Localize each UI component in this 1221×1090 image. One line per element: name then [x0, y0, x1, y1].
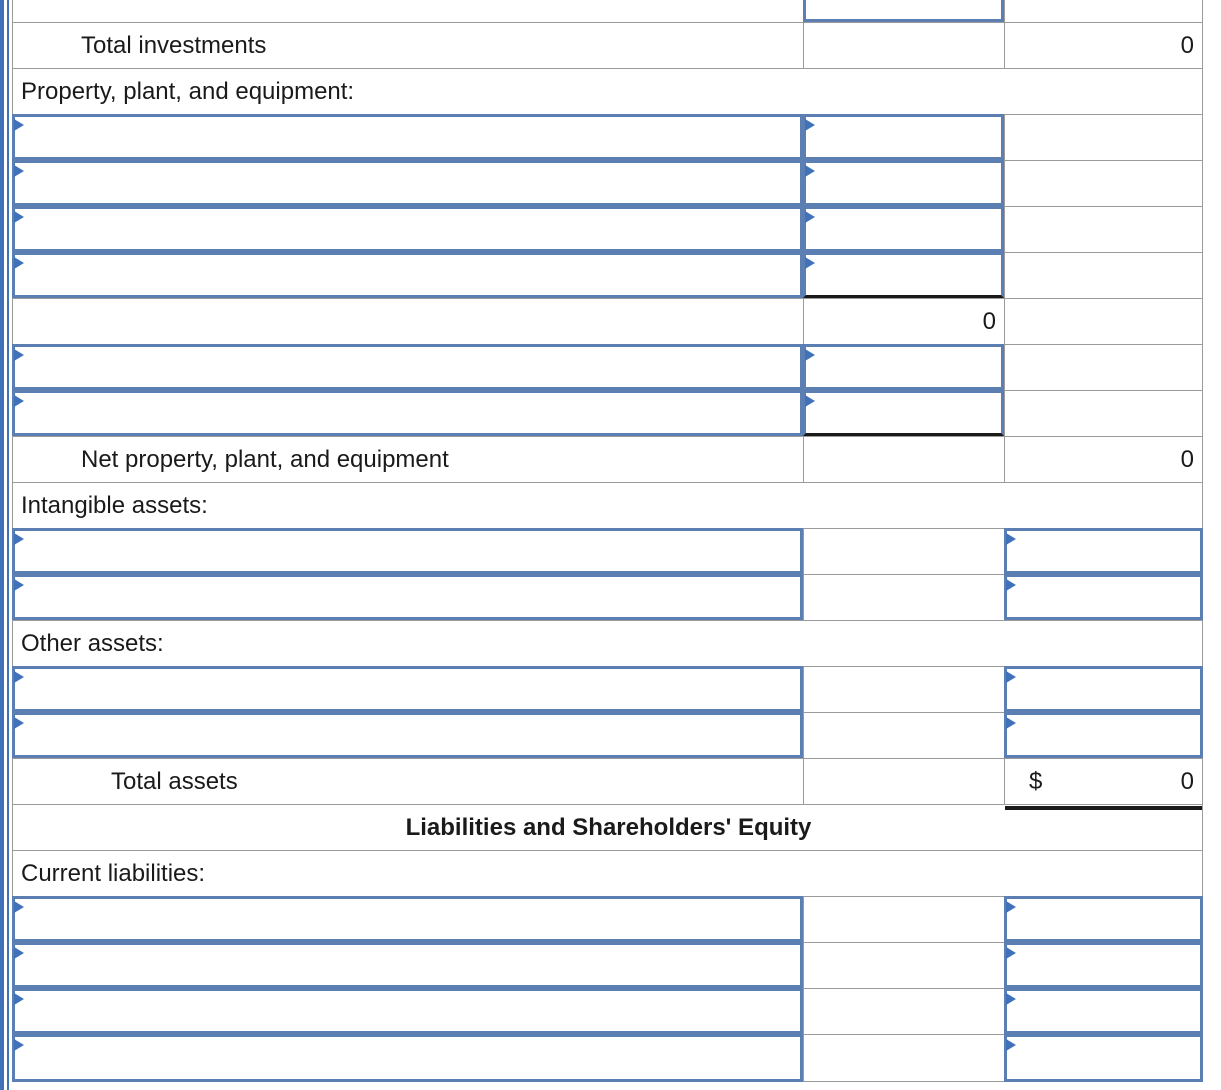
other-input-row-2	[12, 712, 1203, 758]
dropdown-arrow-icon[interactable]	[14, 901, 24, 913]
other-input-row-1	[12, 666, 1203, 712]
intangible-heading-row	[12, 482, 1203, 528]
ppe-subtotal-row	[12, 298, 1203, 344]
total-assets-label: Total assets	[111, 767, 238, 795]
dropdown-arrow-icon[interactable]	[14, 165, 24, 177]
dropdown-arrow-icon[interactable]	[805, 165, 815, 177]
total-investments-value: 0	[1180, 31, 1194, 59]
ppe-amount-input-2[interactable]	[803, 160, 1004, 206]
ppe-account-select-4[interactable]	[12, 252, 803, 298]
dropdown-arrow-icon[interactable]	[805, 349, 815, 361]
intangible-amount-input-1[interactable]	[1004, 528, 1203, 574]
ppe-heading: Property, plant, and equipment:	[21, 77, 355, 105]
current-liabilities-heading: Current liabilities:	[21, 859, 206, 887]
dropdown-arrow-icon[interactable]	[1006, 671, 1016, 683]
ppe-input-row-3	[12, 206, 1203, 252]
current-liab-amount-input-4[interactable]	[1004, 1034, 1203, 1082]
dropdown-arrow-icon[interactable]	[14, 579, 24, 591]
ppe-subtotal-value: 0	[982, 307, 996, 335]
other-account-select-2[interactable]	[12, 712, 803, 758]
dropdown-arrow-icon[interactable]	[14, 947, 24, 959]
dropdown-arrow-icon[interactable]	[14, 533, 24, 545]
dropdown-arrow-icon[interactable]	[1006, 947, 1016, 959]
current-liab-input-row-1	[12, 896, 1203, 942]
dropdown-arrow-icon[interactable]	[1006, 533, 1016, 545]
ppe-heading-row	[12, 68, 1203, 114]
current-liab-amount-input-3[interactable]	[1004, 988, 1203, 1034]
dropdown-arrow-icon[interactable]	[14, 119, 24, 131]
current-liab-amount-input-2[interactable]	[1004, 942, 1203, 988]
net-ppe-label: Net property, plant, and equipment	[81, 445, 449, 473]
dropdown-arrow-icon[interactable]	[14, 257, 24, 269]
ppe-amount-input-6[interactable]	[803, 390, 1004, 436]
current-liab-input-row-4	[12, 1034, 1203, 1082]
ppe-account-select-1[interactable]	[12, 114, 803, 160]
section-title: Liabilities and Shareholders' Equity	[405, 813, 812, 841]
ppe-account-select-5[interactable]	[12, 344, 803, 390]
dropdown-arrow-icon[interactable]	[805, 211, 815, 223]
ppe-input-row-2	[12, 160, 1203, 206]
dropdown-arrow-icon[interactable]	[14, 671, 24, 683]
ppe-account-select-6[interactable]	[12, 390, 803, 436]
intangible-account-select-1[interactable]	[12, 528, 803, 574]
dropdown-arrow-icon[interactable]	[1006, 1039, 1016, 1051]
other-amount-input-2[interactable]	[1004, 712, 1203, 758]
other-assets-heading: Other assets:	[21, 629, 164, 657]
intangible-heading: Intangible assets:	[21, 491, 208, 519]
current-liab-input-row-2	[12, 942, 1203, 988]
ppe-input-row-6	[12, 390, 1203, 436]
dropdown-arrow-icon[interactable]	[1006, 901, 1016, 913]
dropdown-arrow-icon[interactable]	[805, 119, 815, 131]
dropdown-arrow-icon[interactable]	[805, 257, 815, 269]
other-amount-input-1[interactable]	[1004, 666, 1203, 712]
intangible-input-row-2	[12, 574, 1203, 620]
current-liab-account-select-3[interactable]	[12, 988, 803, 1034]
intangible-account-select-2[interactable]	[12, 574, 803, 620]
other-heading-row	[12, 620, 1203, 666]
dropdown-arrow-icon[interactable]	[14, 349, 24, 361]
current-liab-input-row-3	[12, 988, 1203, 1034]
ppe-amount-input-1[interactable]	[803, 114, 1004, 160]
current-liab-account-select-2[interactable]	[12, 942, 803, 988]
net-ppe-row	[12, 436, 1203, 482]
dropdown-arrow-icon[interactable]	[1006, 579, 1016, 591]
liabilities-section-row	[12, 804, 1203, 850]
dropdown-arrow-icon[interactable]	[14, 993, 24, 1005]
dropdown-arrow-icon[interactable]	[1006, 717, 1016, 729]
currency-symbol: $	[1029, 767, 1043, 795]
ppe-input-row-5	[12, 344, 1203, 390]
total-assets-value: 0	[1180, 767, 1194, 795]
ppe-input-row-1	[12, 114, 1203, 160]
dropdown-arrow-icon[interactable]	[14, 395, 24, 407]
dropdown-arrow-icon[interactable]	[805, 395, 815, 407]
total-assets-row	[12, 758, 1203, 804]
current-liab-amount-input-1[interactable]	[1004, 896, 1203, 942]
current-liab-heading-row	[12, 850, 1203, 896]
net-ppe-value: 0	[1180, 445, 1194, 473]
total-investments-label: Total investments	[81, 31, 267, 59]
ppe-amount-input-5[interactable]	[803, 344, 1004, 390]
ppe-amount-input-3[interactable]	[803, 206, 1004, 252]
ppe-input-row-4	[12, 252, 1203, 298]
left-scroll-indicator	[0, 0, 4, 1090]
ppe-account-select-2[interactable]	[12, 160, 803, 206]
dropdown-arrow-icon[interactable]	[1006, 993, 1016, 1005]
ppe-account-select-3[interactable]	[12, 206, 803, 252]
current-liab-account-select-4[interactable]	[12, 1034, 803, 1082]
dropdown-arrow-icon[interactable]	[14, 211, 24, 223]
left-scroll-indicator-inner	[7, 0, 9, 1090]
previous-row-edge	[12, 0, 1203, 22]
other-account-select-1[interactable]	[12, 666, 803, 712]
dropdown-arrow-icon[interactable]	[14, 1039, 24, 1051]
ppe-amount-input-4[interactable]	[803, 252, 1004, 298]
intangible-amount-input-2[interactable]	[1004, 574, 1203, 620]
total-investments-row	[12, 22, 1203, 68]
current-liab-account-select-1[interactable]	[12, 896, 803, 942]
dropdown-arrow-icon[interactable]	[14, 717, 24, 729]
intangible-input-row-1	[12, 528, 1203, 574]
